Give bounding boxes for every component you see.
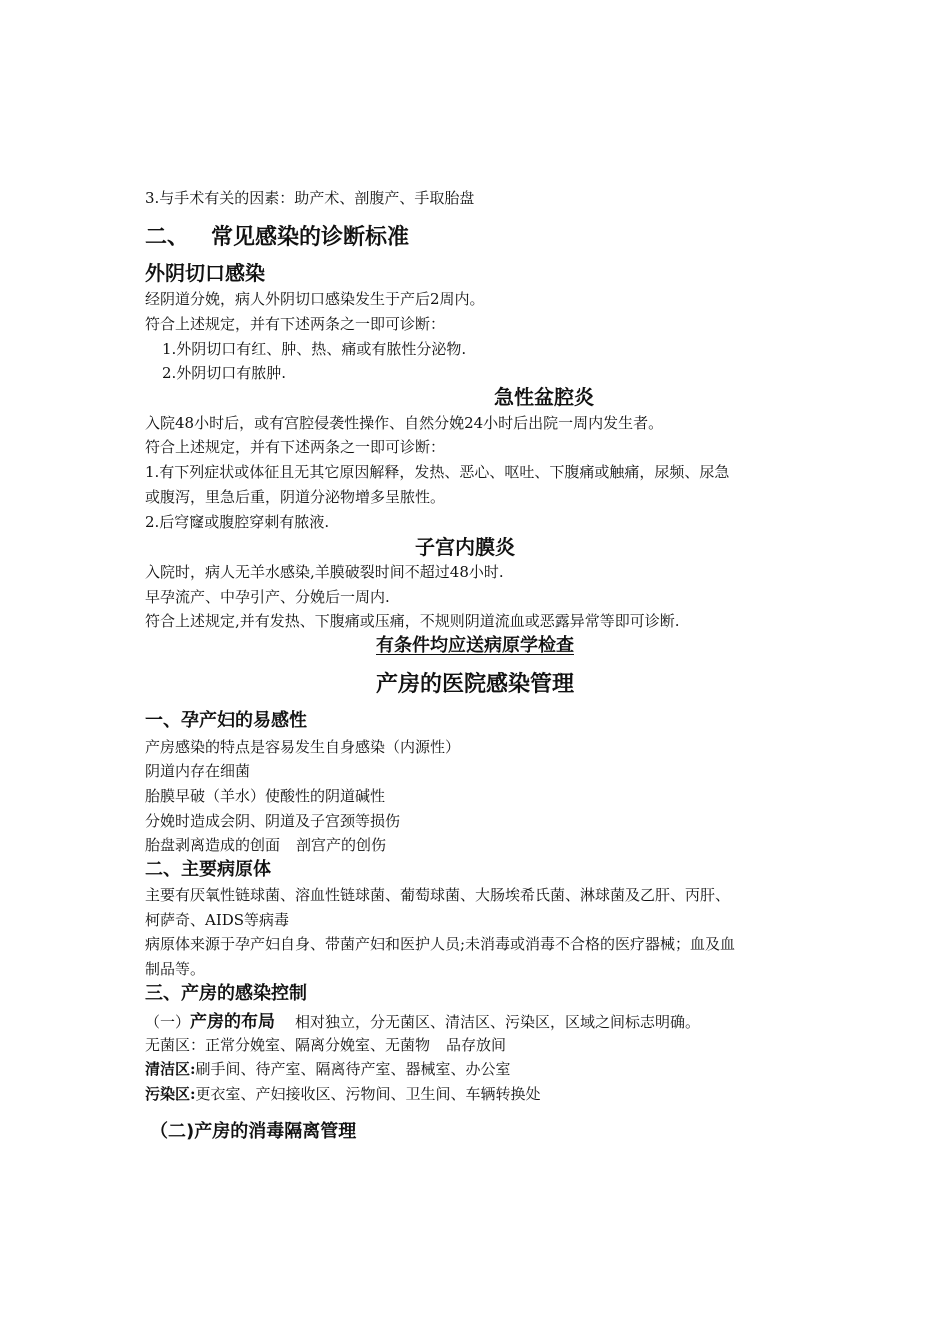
text-segment: 更衣室、产妇接收区、污物间、卫生间、车辆转换处 [195, 1085, 541, 1103]
text-line: 入院48小时后，或有宫腔侵袭性操作、自然分娩24小时后出院一周内发生者。 [145, 414, 664, 432]
text-segment: 无菌区：正常分娩室、隔离分娩室、无菌物 [145, 1036, 431, 1054]
text-line: 入院时，病人无羊水感染,羊膜破裂时间不超过48小时. [145, 563, 504, 581]
section-number: 二、 [145, 225, 190, 250]
text-line: 或腹泻，里急后重，阴道分泌物增多呈脓性。 [145, 488, 446, 506]
subheading: 子宫内膜炎 [415, 535, 515, 559]
list-item: 1.外阴切口有红、肿、热、痛或有脓性分泌物. [162, 340, 467, 358]
text-line: 符合上述规定，并有下述两条之一即可诊断： [145, 438, 446, 456]
text-segment: 相对独立，分无菌区、清洁区、污染区，区域之间标志明确。 [295, 1013, 701, 1031]
section-heading [145, 225, 409, 251]
text-segment: 胎盘剥离造成的创面 [145, 836, 281, 854]
zone-label: 清洁区: [145, 1060, 196, 1078]
text-line: 1.有下列症状或体征且无其它原因解释，发热、恶心、呕吐、下腹痛或触痛，尿频、尿急 [145, 463, 730, 481]
text-line: 胎膜早破（羊水）使酸性的阴道碱性 [145, 787, 386, 805]
notice-heading: 有条件均应送病原学检查 [376, 635, 574, 656]
text-segment: 刷手间、待产室、隔离待产室、器械室、办公室 [195, 1060, 511, 1078]
text-line: 符合上述规定,并有发热、下腹痛或压痛，不规则阴道流血或恶露异常等即可诊断. [145, 612, 680, 630]
text-line: 符合上述规定，并有下述两条之一即可诊断： [145, 315, 446, 333]
section-heading: 三、产房的感染控制 [145, 983, 307, 1004]
section-heading: 一、孕产妇的易感性 [145, 710, 307, 731]
text-line: 分娩时造成会阴、阴道及子宫颈等损伤 [145, 812, 401, 830]
zone-label: 污染区: [145, 1085, 196, 1103]
list-item: 2.外阴切口有脓肿. [162, 364, 287, 382]
text-segment: （一） [145, 1013, 191, 1031]
text-segment: 品存放间 [446, 1036, 507, 1054]
text-line: 2.后穹窿或腹腔穿刺有脓液. [145, 513, 330, 531]
section-heading: （二)产房的消毒隔离管理 [150, 1121, 357, 1142]
text-segment: 剖宫产的创伤 [296, 836, 387, 854]
text-line: 阴道内存在细菌 [145, 762, 251, 780]
text-line: 制品等。 [145, 960, 206, 978]
text-line: 产房感染的特点是容易发生自身感染（内源性） [145, 738, 461, 756]
layout-line [145, 1011, 700, 1033]
subheading: 产房的布局 [190, 1012, 276, 1032]
text-line: 柯萨奇、AIDS等病毒 [145, 911, 290, 929]
text-line [145, 1085, 541, 1103]
text-line: 病原体来源于孕产妇自身、带菌产妇和医护人员;未消毒或消毒不合格的医疗器械；血及血 [145, 935, 736, 953]
text-line [145, 1060, 511, 1078]
text-line: 主要有厌氧性链球菌、溶血性链球菌、葡萄球菌、大肠埃希氏菌、淋球菌及乙肝、丙肝、 [145, 886, 731, 904]
text-line: 早孕流产、中孕引产、分娩后一周内. [145, 588, 390, 606]
text-line [145, 1036, 506, 1054]
section-title: 常见感染的诊断标准 [211, 225, 410, 250]
text-line: 经阴道分娩，病人外阴切口感染发生于产后2周内。 [145, 290, 485, 308]
text-line: 3.与手术有关的因素：助产术、剖腹产、手取胎盘 [145, 189, 475, 207]
subheading: 急性盆腔炎 [494, 385, 594, 409]
subheading: 外阴切口感染 [145, 261, 265, 285]
page-title: 产房的医院感染管理 [375, 672, 574, 697]
section-heading: 二、主要病原体 [145, 859, 271, 880]
text-line [145, 836, 386, 854]
